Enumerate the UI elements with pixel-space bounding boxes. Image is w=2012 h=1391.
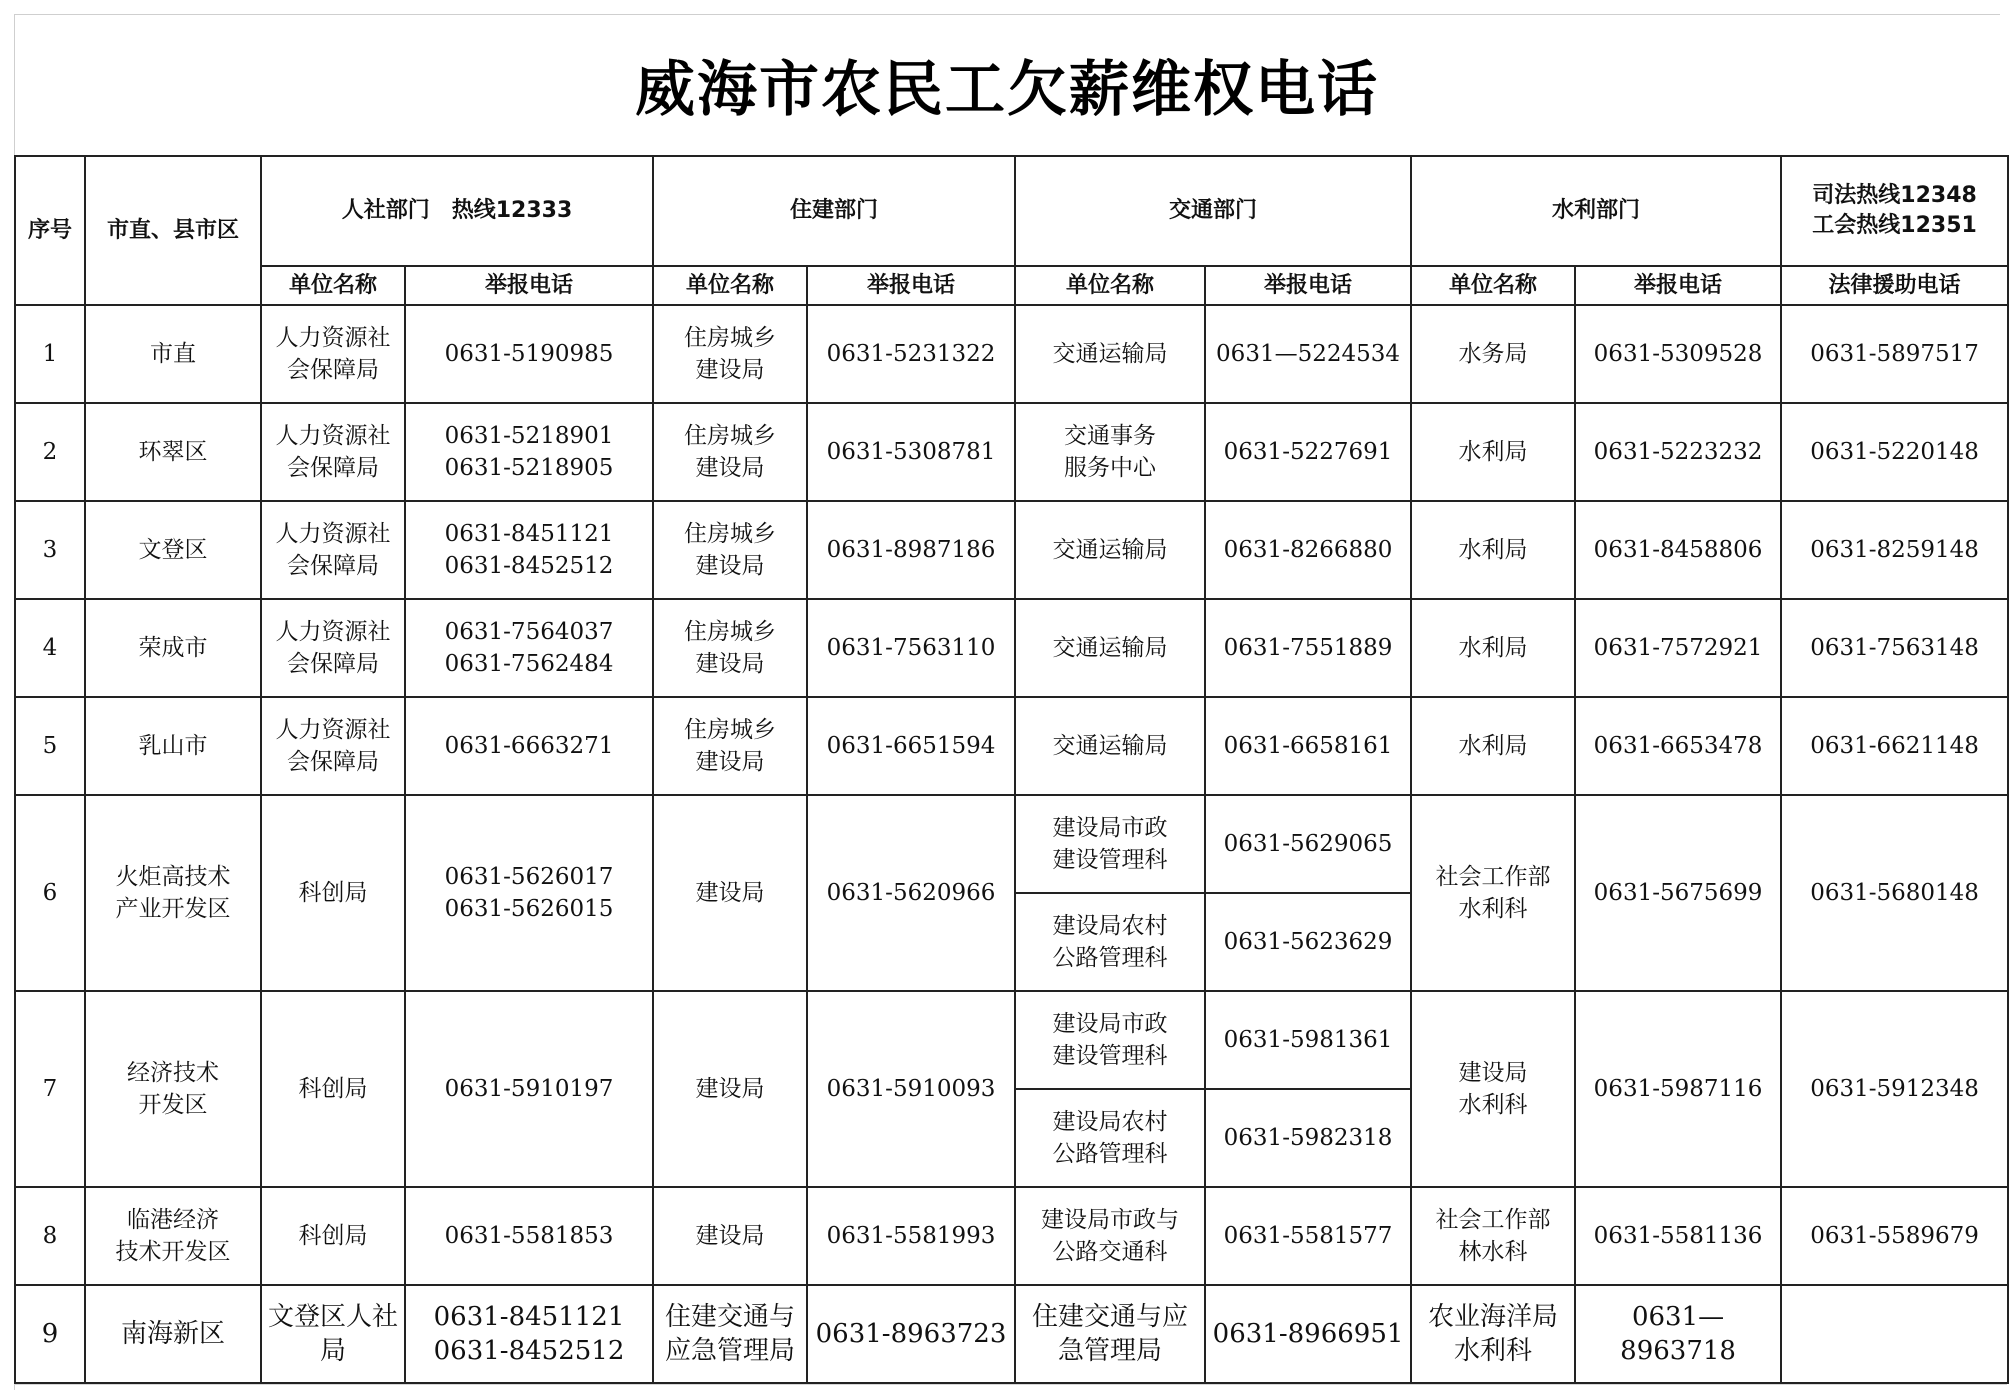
renshe-phone-cell [405,403,653,501]
renshe-unit-line: 人力资源社 [275,521,391,547]
zhujian-unit-line: 建设局 [695,1223,765,1249]
zhujian-unit-line: 建设局 [695,1076,765,1102]
shuili-phone-cell: 0631-5223232 [1575,403,1781,501]
renshe-unit-cell [261,599,405,697]
header-renshe: 人社部门 热线12333 [261,156,653,266]
jiaotong-phone-cell: 0631-8266880 [1205,501,1411,599]
shuili-unit-line: 水利局 [1458,635,1528,661]
zhujian-unit-line: 建设局 [695,455,765,481]
renshe-unit-line: 人力资源社 [275,423,391,449]
header-seq: 序号 [15,156,85,305]
renshe-phone-cell [405,991,653,1187]
legal-aid-phone-cell: 0631-5220148 [1781,403,2008,501]
zhujian-unit-line: 建设局 [695,880,765,906]
area-line: 南海新区 [120,1319,225,1349]
header-legal-aid-phone: 法律援助电话 [1781,266,2008,305]
area-cell [85,795,261,991]
jiaotong-phone-cell: 0631-5227691 [1205,403,1411,501]
shuili-unit-line: 水利科 [1458,896,1528,922]
legal-aid-phone-cell: 0631-5912348 [1781,991,2008,1187]
shuili-unit-line: 水利局 [1458,439,1528,465]
table-row [15,991,2008,1089]
renshe-unit-cell [261,697,405,795]
header-zhujian: 住建部门 [653,156,1015,266]
seq-cell: 7 [15,991,85,1187]
table-row [15,697,2008,795]
area-cell [85,1285,261,1383]
renshe-unit-line: 人力资源社 [275,717,391,743]
shuili-phone-cell: 0631—8963718 [1575,1285,1781,1383]
shuili-unit-cell [1411,599,1575,697]
shuili-unit-line: 农业海洋局 [1428,1302,1559,1332]
zhujian-phone-cell: 0631-5581993 [807,1187,1015,1285]
seq-cell: 3 [15,501,85,599]
zhujian-unit-cell [653,1285,807,1383]
header-unit-name: 单位名称 [261,266,405,305]
shuili-unit-cell [1411,795,1575,991]
shuili-unit-cell [1411,1285,1575,1383]
zhujian-phone-cell: 0631-8963723 [807,1285,1015,1383]
area-line: 乳山市 [138,733,208,759]
renshe-unit-cell [261,991,405,1187]
renshe-phone-line: 0631-5581853 [444,1223,614,1249]
jiaotong-phone-cell: 0631-5623629 [1205,893,1411,991]
zhujian-unit-line: 建设局 [695,553,765,579]
header-area: 市直、县市区 [85,156,261,305]
renshe-phone-cell [405,795,653,991]
jiaotong-unit-line: 公路管理科 [1052,945,1168,971]
legal-aid-phone-cell: 0631-8259148 [1781,501,2008,599]
shuili-unit-line: 社会工作部 [1435,1207,1551,1233]
area-line: 市直 [150,341,196,367]
jiaotong-unit-line: 建设局市政 [1052,1011,1168,1037]
area-line: 文登区 [138,537,208,563]
shuili-unit-cell [1411,403,1575,501]
jiaotong-unit-cell [1015,795,1205,893]
shuili-phone-cell: 0631-7572921 [1575,599,1781,697]
area-cell [85,697,261,795]
renshe-phone-line: 0631-5626015 [444,896,614,922]
zhujian-phone-cell: 0631-7563110 [807,599,1015,697]
area-line: 临港经济 [127,1207,219,1233]
renshe-unit-cell [261,1285,405,1383]
jiaotong-unit-cell [1015,1089,1205,1187]
jiaotong-unit-line: 急管理局 [1058,1336,1163,1366]
shuili-unit-line: 林水科 [1458,1239,1528,1265]
jiaotong-phone-cell: 0631-5981361 [1205,991,1411,1089]
header-shuili: 水利部门 [1411,156,1781,266]
shuili-unit-line: 水利局 [1458,733,1528,759]
renshe-unit-cell [261,501,405,599]
zhujian-unit-cell [653,403,807,501]
area-cell [85,403,261,501]
table-row [15,501,2008,599]
renshe-unit-line: 文登区人社 [267,1302,398,1332]
header-row-1 [15,156,2008,266]
shuili-unit-cell [1411,501,1575,599]
jiaotong-unit-line: 建设局市政 [1052,815,1168,841]
zhujian-phone-cell: 0631-5231322 [807,305,1015,403]
jiaotong-unit-cell [1015,697,1205,795]
jiaotong-unit-line: 建设局市政与 [1041,1207,1180,1233]
renshe-phone-line: 0631-7562484 [444,651,614,677]
jiaotong-unit-line: 建设局农村 [1052,913,1168,939]
jiaotong-unit-line: 交通运输局 [1052,733,1168,759]
area-line: 火炬高技术 [115,864,231,890]
jiaotong-unit-line: 交通事务 [1064,423,1157,449]
renshe-phone-line: 0631-5218901 [444,423,614,449]
zhujian-unit-cell [653,599,807,697]
shuili-unit-line: 建设局 [1458,1060,1528,1086]
area-line: 产业开发区 [115,896,231,922]
seq-cell: 6 [15,795,85,991]
header-report-phone: 举报电话 [1205,266,1411,305]
renshe-unit-line: 科创局 [298,880,368,906]
header-report-phone: 举报电话 [405,266,653,305]
shuili-unit-line: 水利科 [1458,1092,1528,1118]
zhujian-unit-cell [653,795,807,991]
seq-cell: 4 [15,599,85,697]
renshe-unit-line: 科创局 [298,1223,368,1249]
seq-cell: 5 [15,697,85,795]
zhujian-unit-line: 建设局 [695,749,765,775]
renshe-phone-cell [405,697,653,795]
area-cell [85,991,261,1187]
area-line: 开发区 [138,1092,208,1118]
area-line: 技术开发区 [115,1239,231,1265]
renshe-unit-line: 科创局 [298,1076,368,1102]
renshe-unit-line: 局 [319,1336,346,1366]
renshe-unit-cell [261,795,405,991]
renshe-phone-cell [405,1285,653,1383]
jiaotong-phone-cell: 0631-5982318 [1205,1089,1411,1187]
shuili-unit-cell [1411,697,1575,795]
zhujian-unit-line: 建设局 [695,651,765,677]
shuili-unit-line: 水利科 [1454,1336,1533,1366]
zhujian-unit-line: 住房城乡 [684,619,777,645]
jiaotong-unit-line: 建设局农村 [1052,1109,1168,1135]
zhujian-phone-cell: 0631-5910093 [807,991,1015,1187]
jiaotong-phone-cell: 0631—5224534 [1205,305,1411,403]
renshe-phone-line: 0631-5190985 [444,341,614,367]
zhujian-phone-cell: 0631-5620966 [807,795,1015,991]
jiaotong-unit-line: 交通运输局 [1052,537,1168,563]
jiaotong-unit-line: 公路交通科 [1052,1239,1168,1265]
shuili-phone-cell: 0631-6653478 [1575,697,1781,795]
shuili-phone-cell: 0631-5675699 [1575,795,1781,991]
jiaotong-phone-cell: 0631-6658161 [1205,697,1411,795]
area-line: 荣成市 [138,635,208,661]
header-sifa-hotline: 司法热线12348 [1812,183,1977,208]
table-row [15,795,2008,893]
jiaotong-unit-line: 服务中心 [1064,455,1157,481]
renshe-unit-cell [261,1187,405,1285]
seq-cell: 9 [15,1285,85,1383]
table-row [15,403,2008,501]
zhujian-phone-cell: 0631-5308781 [807,403,1015,501]
jiaotong-unit-line: 公路管理科 [1052,1141,1168,1167]
renshe-phone-line: 0631-6663271 [444,733,614,759]
zhujian-unit-line: 住建交通与 [665,1302,796,1332]
jiaotong-unit-cell [1015,599,1205,697]
area-cell [85,501,261,599]
jiaotong-unit-cell [1015,305,1205,403]
shuili-unit-cell [1411,991,1575,1187]
renshe-phone-line: 0631-8451121 [444,521,614,547]
header-jiaotong: 交通部门 [1015,156,1411,266]
table-row [15,599,2008,697]
seq-cell: 1 [15,305,85,403]
jiaotong-phone-cell: 0631-8966951 [1205,1285,1411,1383]
renshe-phone-line: 0631-5626017 [444,864,614,890]
area-line: 环翠区 [138,439,208,465]
jiaotong-unit-cell [1015,1187,1205,1285]
area-cell [85,305,261,403]
renshe-unit-line: 会保障局 [287,651,379,677]
jiaotong-unit-line: 建设管理科 [1052,847,1168,873]
jiaotong-unit-cell [1015,1285,1205,1383]
zhujian-unit-cell [653,1187,807,1285]
zhujian-unit-cell [653,305,807,403]
renshe-phone-line: 0631-8451121 [433,1302,625,1332]
header-unit-name: 单位名称 [1411,266,1575,305]
area-line: 经济技术 [127,1060,219,1086]
renshe-unit-line: 人力资源社 [275,619,391,645]
shuili-unit-line: 社会工作部 [1435,864,1551,890]
renshe-phone-line: 0631-7564037 [444,619,614,645]
header-unit-name: 单位名称 [1015,266,1205,305]
zhujian-unit-line: 应急管理局 [665,1336,796,1366]
table-row [15,1187,2008,1285]
jiaotong-unit-cell [1015,403,1205,501]
header-hotlines [1781,156,2008,266]
header-report-phone: 举报电话 [807,266,1015,305]
area-cell [85,1187,261,1285]
seq-cell: 2 [15,403,85,501]
renshe-unit-line: 会保障局 [287,749,379,775]
zhujian-unit-line: 住房城乡 [684,521,777,547]
zhujian-unit-line: 住房城乡 [684,423,777,449]
zhujian-phone-cell: 0631-8987186 [807,501,1015,599]
jiaotong-unit-line: 住建交通与应 [1032,1302,1189,1332]
jiaotong-phone-cell: 0631-5581577 [1205,1187,1411,1285]
zhujian-unit-cell [653,501,807,599]
header-report-phone: 举报电话 [1575,266,1781,305]
zhujian-unit-cell [653,991,807,1187]
jiaotong-unit-cell [1015,991,1205,1089]
jiaotong-unit-line: 交通运输局 [1052,635,1168,661]
header-row-2 [15,266,2008,305]
renshe-unit-line: 会保障局 [287,357,379,383]
document-title: 威海市农民工欠薪维权电话 [635,54,1379,125]
renshe-unit-line: 会保障局 [287,553,379,579]
jiaotong-phone-cell: 0631-5629065 [1205,795,1411,893]
shuili-phone-cell: 0631-5581136 [1575,1187,1781,1285]
zhujian-phone-cell: 0631-6651594 [807,697,1015,795]
phone-table [14,155,2009,1384]
zhujian-unit-line: 住房城乡 [684,717,777,743]
header-union-hotline: 工会热线12351 [1812,213,1977,238]
legal-aid-phone-cell: 0631-5589679 [1781,1187,2008,1285]
legal-aid-phone-cell [1781,1285,2008,1383]
jiaotong-unit-cell [1015,893,1205,991]
header-unit-name: 单位名称 [653,266,807,305]
renshe-phone-line: 0631-8452512 [444,553,614,579]
renshe-unit-line: 会保障局 [287,455,379,481]
renshe-phone-line: 0631-8452512 [433,1336,625,1366]
zhujian-unit-line: 住房城乡 [684,325,777,351]
table-row [15,1285,2008,1383]
legal-aid-phone-cell: 0631-6621148 [1781,697,2008,795]
renshe-phone-cell [405,501,653,599]
renshe-unit-line: 人力资源社 [275,325,391,351]
legal-aid-phone-cell: 0631-5680148 [1781,795,2008,991]
renshe-unit-cell [261,305,405,403]
renshe-phone-cell [405,305,653,403]
table-row [15,305,2008,403]
shuili-unit-line: 水利局 [1458,537,1528,563]
shuili-phone-cell: 0631-8458806 [1575,501,1781,599]
legal-aid-phone-cell: 0631-7563148 [1781,599,2008,697]
seq-cell: 8 [15,1187,85,1285]
shuili-phone-cell: 0631-5309528 [1575,305,1781,403]
zhujian-unit-line: 建设局 [695,357,765,383]
jiaotong-unit-line: 交通运输局 [1052,341,1168,367]
jiaotong-unit-cell [1015,501,1205,599]
shuili-unit-line: 水务局 [1458,341,1528,367]
zhujian-unit-cell [653,697,807,795]
renshe-unit-cell [261,403,405,501]
shuili-unit-cell [1411,305,1575,403]
shuili-unit-cell [1411,1187,1575,1285]
shuili-phone-cell: 0631-5987116 [1575,991,1781,1187]
renshe-phone-line: 0631-5218905 [444,455,614,481]
area-cell [85,599,261,697]
renshe-phone-cell [405,599,653,697]
renshe-phone-cell [405,1187,653,1285]
jiaotong-phone-cell: 0631-7551889 [1205,599,1411,697]
renshe-phone-line: 0631-5910197 [444,1076,614,1102]
legal-aid-phone-cell: 0631-5897517 [1781,305,2008,403]
jiaotong-unit-line: 建设管理科 [1052,1043,1168,1069]
